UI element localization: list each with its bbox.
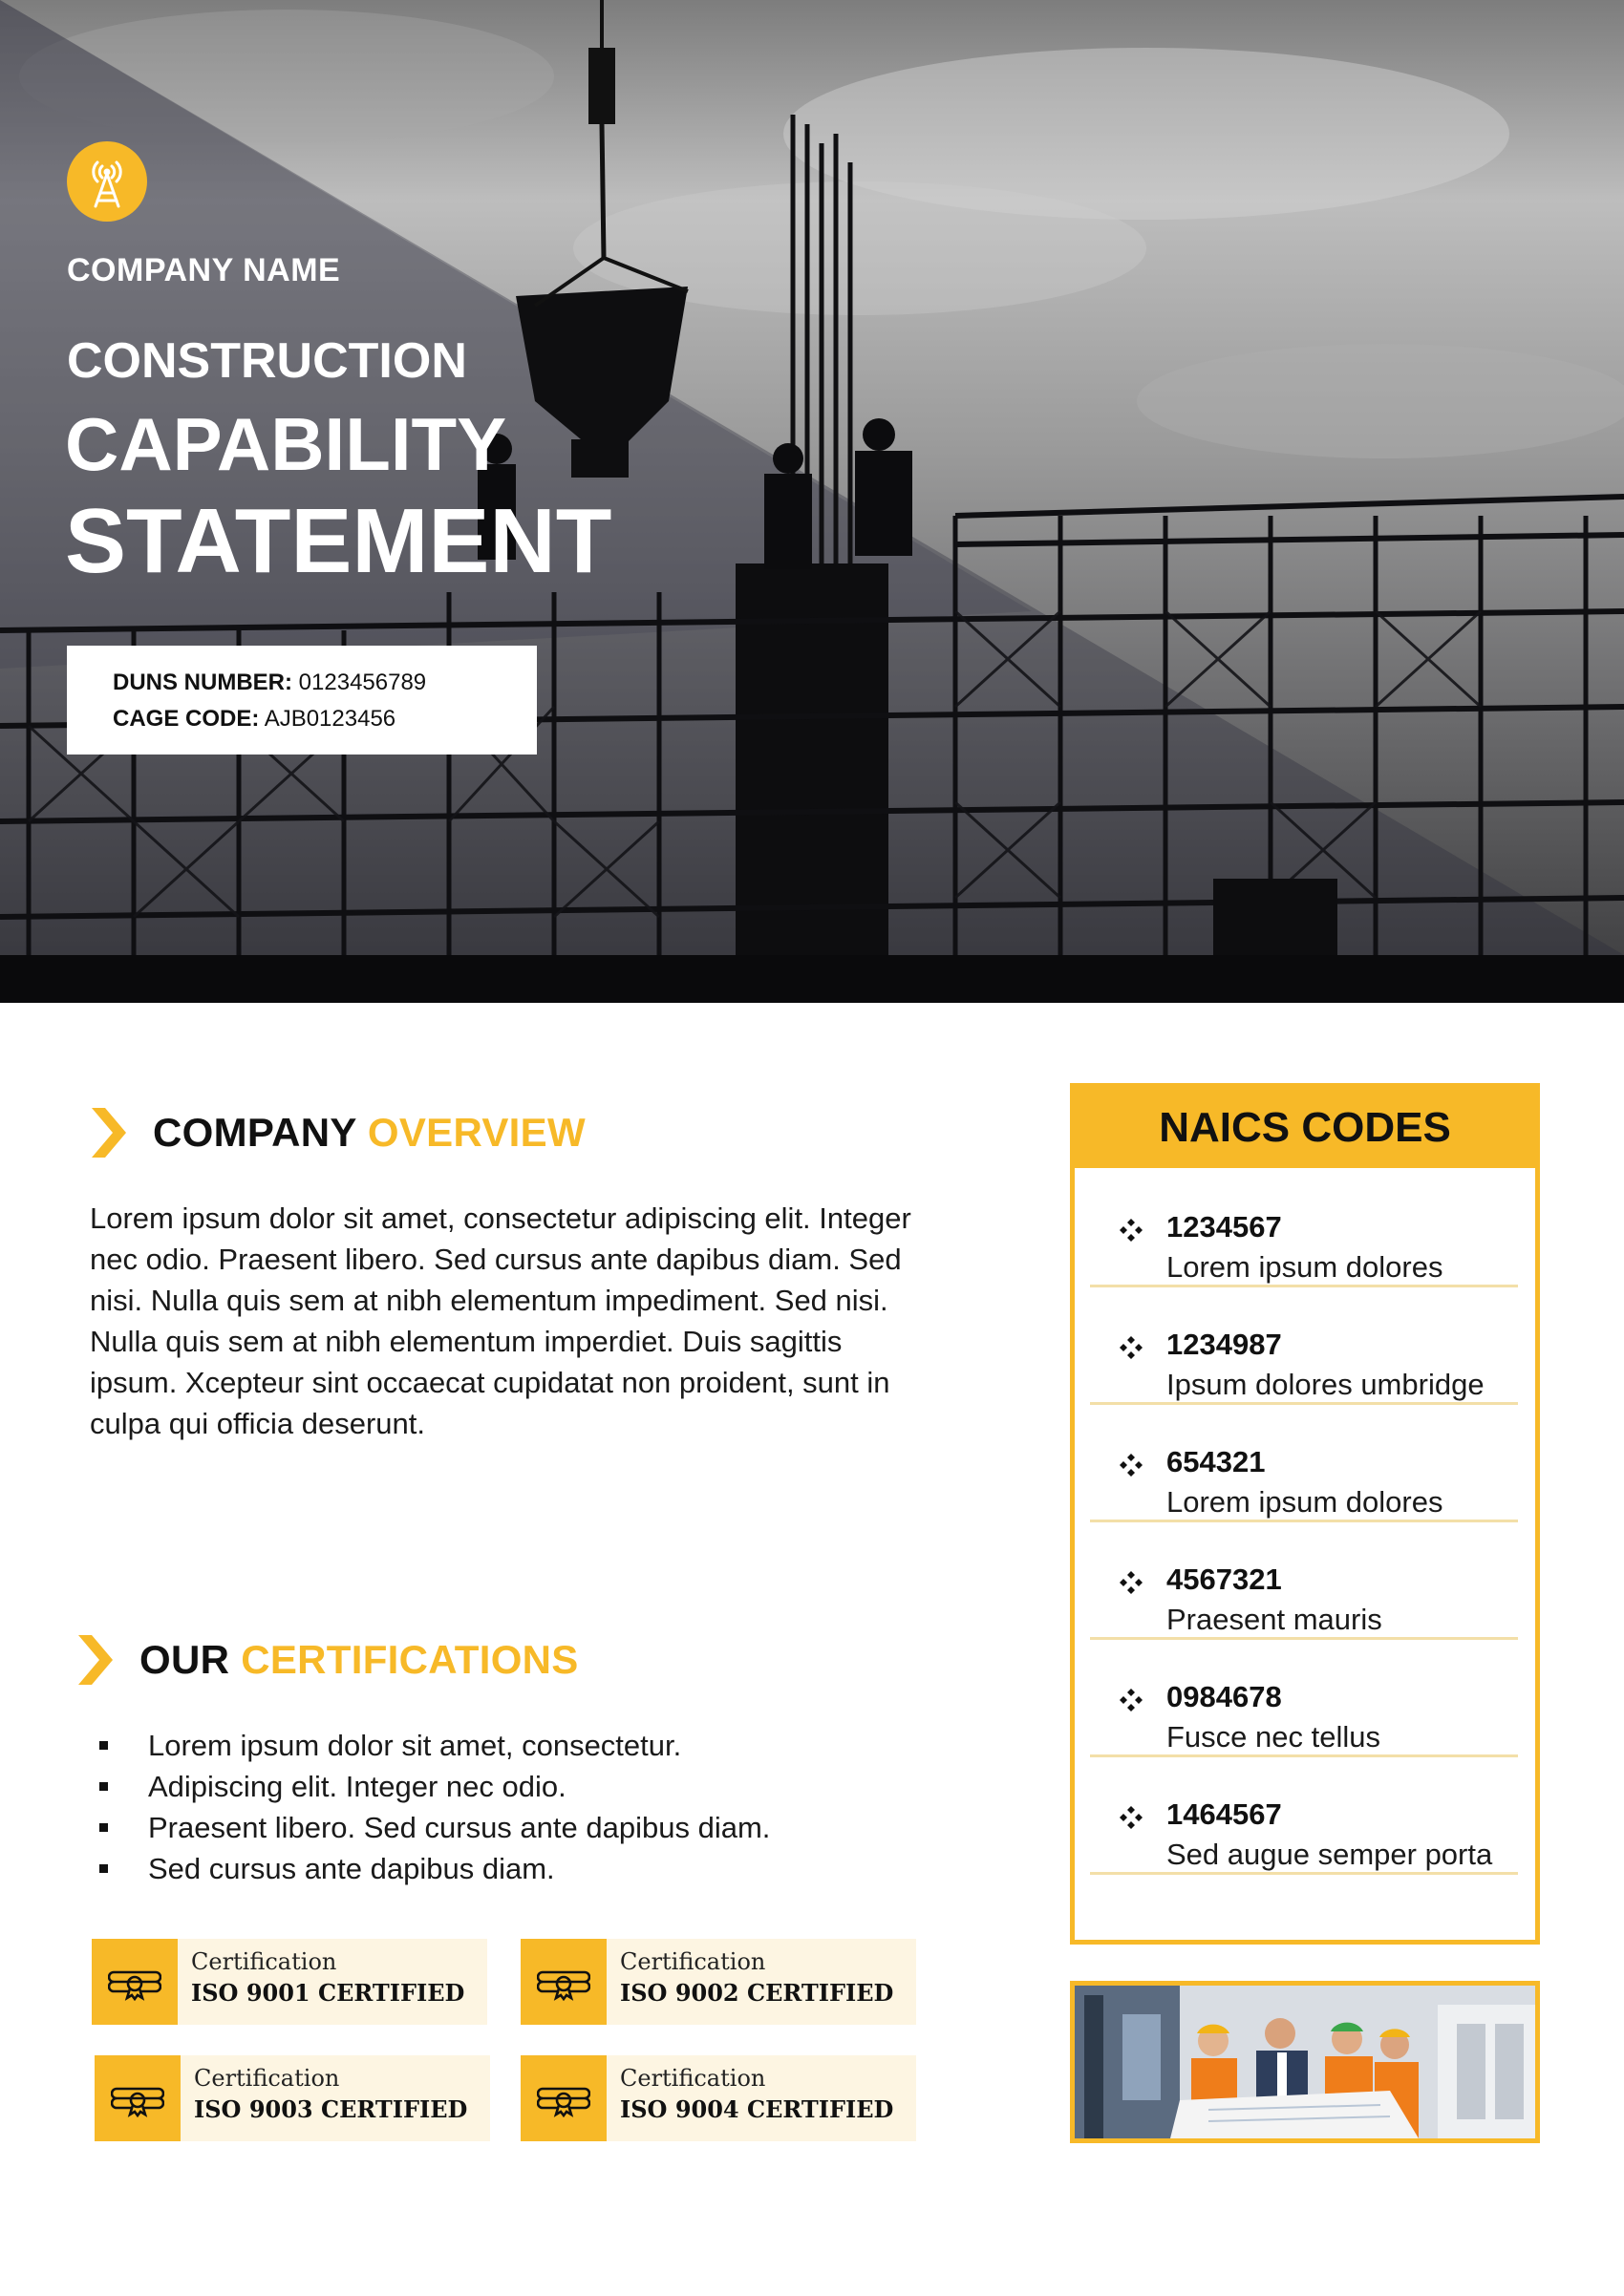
- naics-desc: Fusce nec tellus: [1166, 1720, 1380, 1754]
- hero-banner: [0, 0, 1624, 1003]
- bullet-square-icon: [99, 1823, 108, 1832]
- list-item: [99, 1848, 770, 1889]
- company-logo: [67, 141, 147, 222]
- naics-heading: NAICS CODES: [1075, 1088, 1535, 1168]
- overview-paragraph-2: Nulla quis sem at nibh elementum imperdiet. Duis sagittis ipsum. Xcepteur sint occaecat cupidatat non proident, sunt in culpa qui officia deserunt.: [90, 1325, 890, 1440]
- cert-badge-name: ISO 9003 CERTIFIED: [194, 2095, 468, 2123]
- overview-title-main: COMPANY: [153, 1110, 356, 1155]
- certifications-title: [139, 1637, 579, 1683]
- naics-item: [1090, 1757, 1518, 1875]
- naics-item: [1090, 1640, 1518, 1757]
- title-line-statement: STATEMENT: [65, 490, 612, 592]
- overview-title: [153, 1110, 586, 1156]
- naics-item: [1090, 1170, 1518, 1287]
- bullet-square-icon: [99, 1782, 108, 1791]
- four-diamond-icon: [1119, 1335, 1143, 1360]
- cert-badge-iso-9004: [521, 2055, 916, 2141]
- four-diamond-icon: [1119, 1218, 1143, 1243]
- list-item: [99, 1807, 770, 1848]
- certificate-icon: [521, 2055, 607, 2141]
- duns-label: DUNS NUMBER:: [113, 670, 292, 695]
- naics-panel: [1070, 1083, 1540, 1945]
- cert-badge-iso-9001: [92, 1939, 487, 2025]
- radio-tower-icon: [84, 155, 130, 208]
- bullet-text: Adipiscing elit. Integer nec odio.: [148, 1770, 566, 1803]
- cert-badge-iso-9003: [95, 2055, 490, 2141]
- cage-row: [113, 701, 537, 737]
- naics-desc: Ipsum dolores umbridge: [1166, 1368, 1485, 1401]
- chevron-right-icon: [76, 1633, 115, 1687]
- cert-badge-name: ISO 9002 CERTIFIED: [620, 1979, 894, 2007]
- four-diamond-icon: [1119, 1688, 1143, 1712]
- naics-code: 654321: [1166, 1445, 1266, 1478]
- bullet-text: Lorem ipsum dolor sit amet, consectetur.: [148, 1729, 682, 1762]
- chevron-right-icon: [90, 1106, 128, 1159]
- naics-list: [1075, 1170, 1535, 1875]
- four-diamond-icon: [1119, 1805, 1143, 1830]
- naics-code: 0984678: [1166, 1680, 1282, 1713]
- naics-code: 1234567: [1166, 1210, 1282, 1244]
- certifications-bullet-list: [99, 1725, 770, 1889]
- overview-heading: [90, 1106, 586, 1159]
- bullet-text: Sed cursus ante dapibus diam.: [148, 1852, 555, 1885]
- list-item: [99, 1725, 770, 1766]
- bullet-square-icon: [99, 1741, 108, 1750]
- cert-badge-label: Certification: [194, 2065, 340, 2092]
- overview-paragraph-1: Lorem ipsum dolor sit amet, consectetur adipiscing elit. Integer nec odio. Praesent libero. Sed cursus ante dapibus diam. Sed nisi. Nulla quis sem at nibh elementum impediment. Sed nisi.: [90, 1201, 911, 1317]
- naics-code: 4567321: [1166, 1563, 1282, 1596]
- four-diamond-icon: [1119, 1570, 1143, 1595]
- company-name: COMPANY NAME: [67, 252, 341, 288]
- certificate-icon: [92, 1939, 178, 2025]
- cert-badge-label: Certification: [620, 1948, 766, 1975]
- naics-code: 1464567: [1166, 1797, 1282, 1831]
- duns-value: 0123456789: [298, 670, 427, 695]
- bullet-square-icon: [99, 1864, 108, 1873]
- cert-badge-name: ISO 9004 CERTIFIED: [620, 2095, 894, 2123]
- naics-desc: Sed augue semper porta: [1166, 1838, 1493, 1871]
- cert-badge-name: ISO 9001 CERTIFIED: [191, 1979, 465, 2007]
- certifications-title-accent: CERTIFICATIONS: [241, 1637, 579, 1682]
- title-line-capability: CAPABILITY: [65, 402, 507, 486]
- naics-desc: Lorem ipsum dolores: [1166, 1485, 1443, 1519]
- cage-value: AJB0123456: [264, 706, 396, 732]
- engineers-photo: [1070, 1981, 1540, 2143]
- naics-desc: Lorem ipsum dolores: [1166, 1250, 1443, 1284]
- engineers-illustration: [1075, 1986, 1535, 2138]
- list-item: [99, 1766, 770, 1807]
- four-diamond-icon: [1119, 1453, 1143, 1478]
- title-line-construction: CONSTRUCTION: [67, 333, 467, 389]
- certifications-title-main: OUR: [139, 1637, 230, 1682]
- cage-label: CAGE CODE:: [113, 706, 260, 732]
- overview-body: [90, 1198, 930, 1444]
- naics-item: [1090, 1522, 1518, 1640]
- identifier-box: [67, 646, 537, 755]
- certificate-icon: [95, 2055, 181, 2141]
- certifications-heading: [76, 1633, 579, 1687]
- cert-badge-label: Certification: [620, 2065, 766, 2092]
- naics-desc: Praesent mauris: [1166, 1603, 1382, 1636]
- certificate-icon: [521, 1939, 607, 2025]
- overview-title-accent: OVERVIEW: [367, 1110, 586, 1155]
- naics-code: 1234987: [1166, 1328, 1282, 1361]
- naics-item: [1090, 1405, 1518, 1522]
- cert-badge-label: Certification: [191, 1948, 337, 1975]
- cert-badge-iso-9002: [521, 1939, 916, 2025]
- duns-row: [113, 665, 537, 701]
- naics-item: [1090, 1287, 1518, 1405]
- bullet-text: Praesent libero. Sed cursus ante dapibus diam.: [148, 1811, 771, 1844]
